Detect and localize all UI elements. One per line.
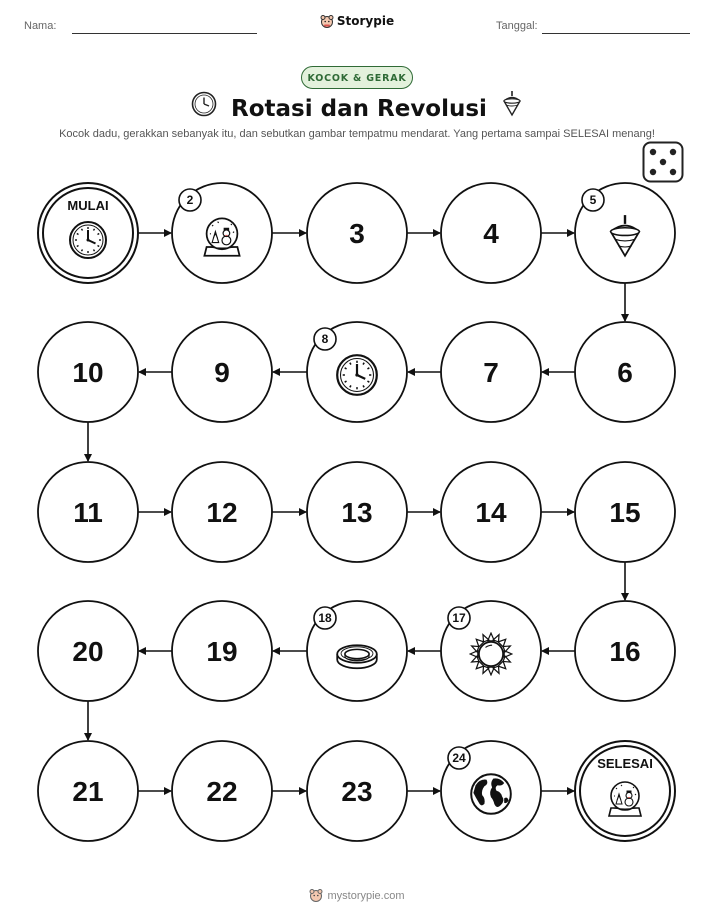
finish-label: SELESAI xyxy=(597,756,653,771)
footer xyxy=(0,888,714,905)
board-cell-23 xyxy=(307,741,407,841)
cell-number: 7 xyxy=(483,357,499,388)
cell-number: 21 xyxy=(72,776,104,807)
board-cell-22 xyxy=(172,741,272,841)
board-cell-8 xyxy=(307,322,407,422)
cell-number-badge: 17 xyxy=(452,611,466,625)
board-cell-13 xyxy=(307,462,407,562)
board-cell-17 xyxy=(441,601,541,701)
cell-number: 10 xyxy=(72,357,104,388)
cell-number: 11 xyxy=(73,497,103,528)
date-label: Tanggal: xyxy=(496,20,538,32)
category-badge: KOCOK & GERAK xyxy=(301,66,413,89)
cell-number: 15 xyxy=(609,497,641,528)
board-cell-15 xyxy=(575,462,675,562)
board-cells xyxy=(38,183,675,841)
instructions: Kocok dadu, gerakkan sebanyak itu, dan sebutkan gambar tempatmu mendarat. Yang pertama sampai SELESAI menang! xyxy=(59,128,655,140)
start-cell xyxy=(38,183,138,283)
clock-icon xyxy=(337,355,377,395)
cell-number-badge: 24 xyxy=(452,751,466,765)
clock-icon xyxy=(70,222,106,258)
cell-number: 14 xyxy=(475,497,507,528)
board-cell-5 xyxy=(575,183,675,283)
board-cell-7 xyxy=(441,322,541,422)
cell-number: 20 xyxy=(72,636,104,667)
cell-number: 22 xyxy=(206,776,238,807)
board-cell-9 xyxy=(172,322,272,422)
board-cell-11 xyxy=(38,462,138,562)
cell-number: 3 xyxy=(349,218,365,249)
cell-number-badge: 8 xyxy=(321,332,329,346)
sun-icon xyxy=(470,633,512,675)
board-cell-14 xyxy=(441,462,541,562)
storypie-logo-icon xyxy=(309,888,323,905)
cell-number-badge: 5 xyxy=(589,193,597,207)
title-text: Rotasi dan Revolusi xyxy=(231,96,487,122)
board-cell-6 xyxy=(575,322,675,422)
cell-number-badge: 18 xyxy=(318,611,332,625)
board-cell-12 xyxy=(172,462,272,562)
cell-number: 19 xyxy=(206,636,238,667)
board-cell-18 xyxy=(307,601,407,701)
cell-number: 16 xyxy=(609,636,641,667)
cell-number: 23 xyxy=(341,776,373,807)
snow-globe-icon xyxy=(204,218,239,255)
board-cell-24 xyxy=(441,741,541,841)
snow-globe-icon xyxy=(609,782,641,816)
board-cell-19 xyxy=(172,601,272,701)
ring-icon xyxy=(337,645,377,668)
start-label: MULAI xyxy=(67,198,109,213)
board-cell-10 xyxy=(38,322,138,422)
brand-name: Storypie xyxy=(336,14,395,28)
footer-url: mystorypie.com xyxy=(327,890,405,902)
finish-cell xyxy=(575,741,675,841)
cell-number-badge: 2 xyxy=(186,193,194,207)
earth-icon xyxy=(471,774,511,814)
board-cell-21 xyxy=(38,741,138,841)
cell-number: 12 xyxy=(206,497,238,528)
cell-number: 6 xyxy=(617,357,633,388)
board-cell-3 xyxy=(307,183,407,283)
cell-number: 13 xyxy=(341,497,373,528)
board-cell-20 xyxy=(38,601,138,701)
board-cell-16 xyxy=(575,601,675,701)
cell-number: 4 xyxy=(483,218,499,249)
cell-number: 9 xyxy=(214,357,230,388)
board-cell-4 xyxy=(441,183,541,283)
board-cell-2 xyxy=(172,183,272,283)
name-label: Nama: xyxy=(24,20,57,32)
